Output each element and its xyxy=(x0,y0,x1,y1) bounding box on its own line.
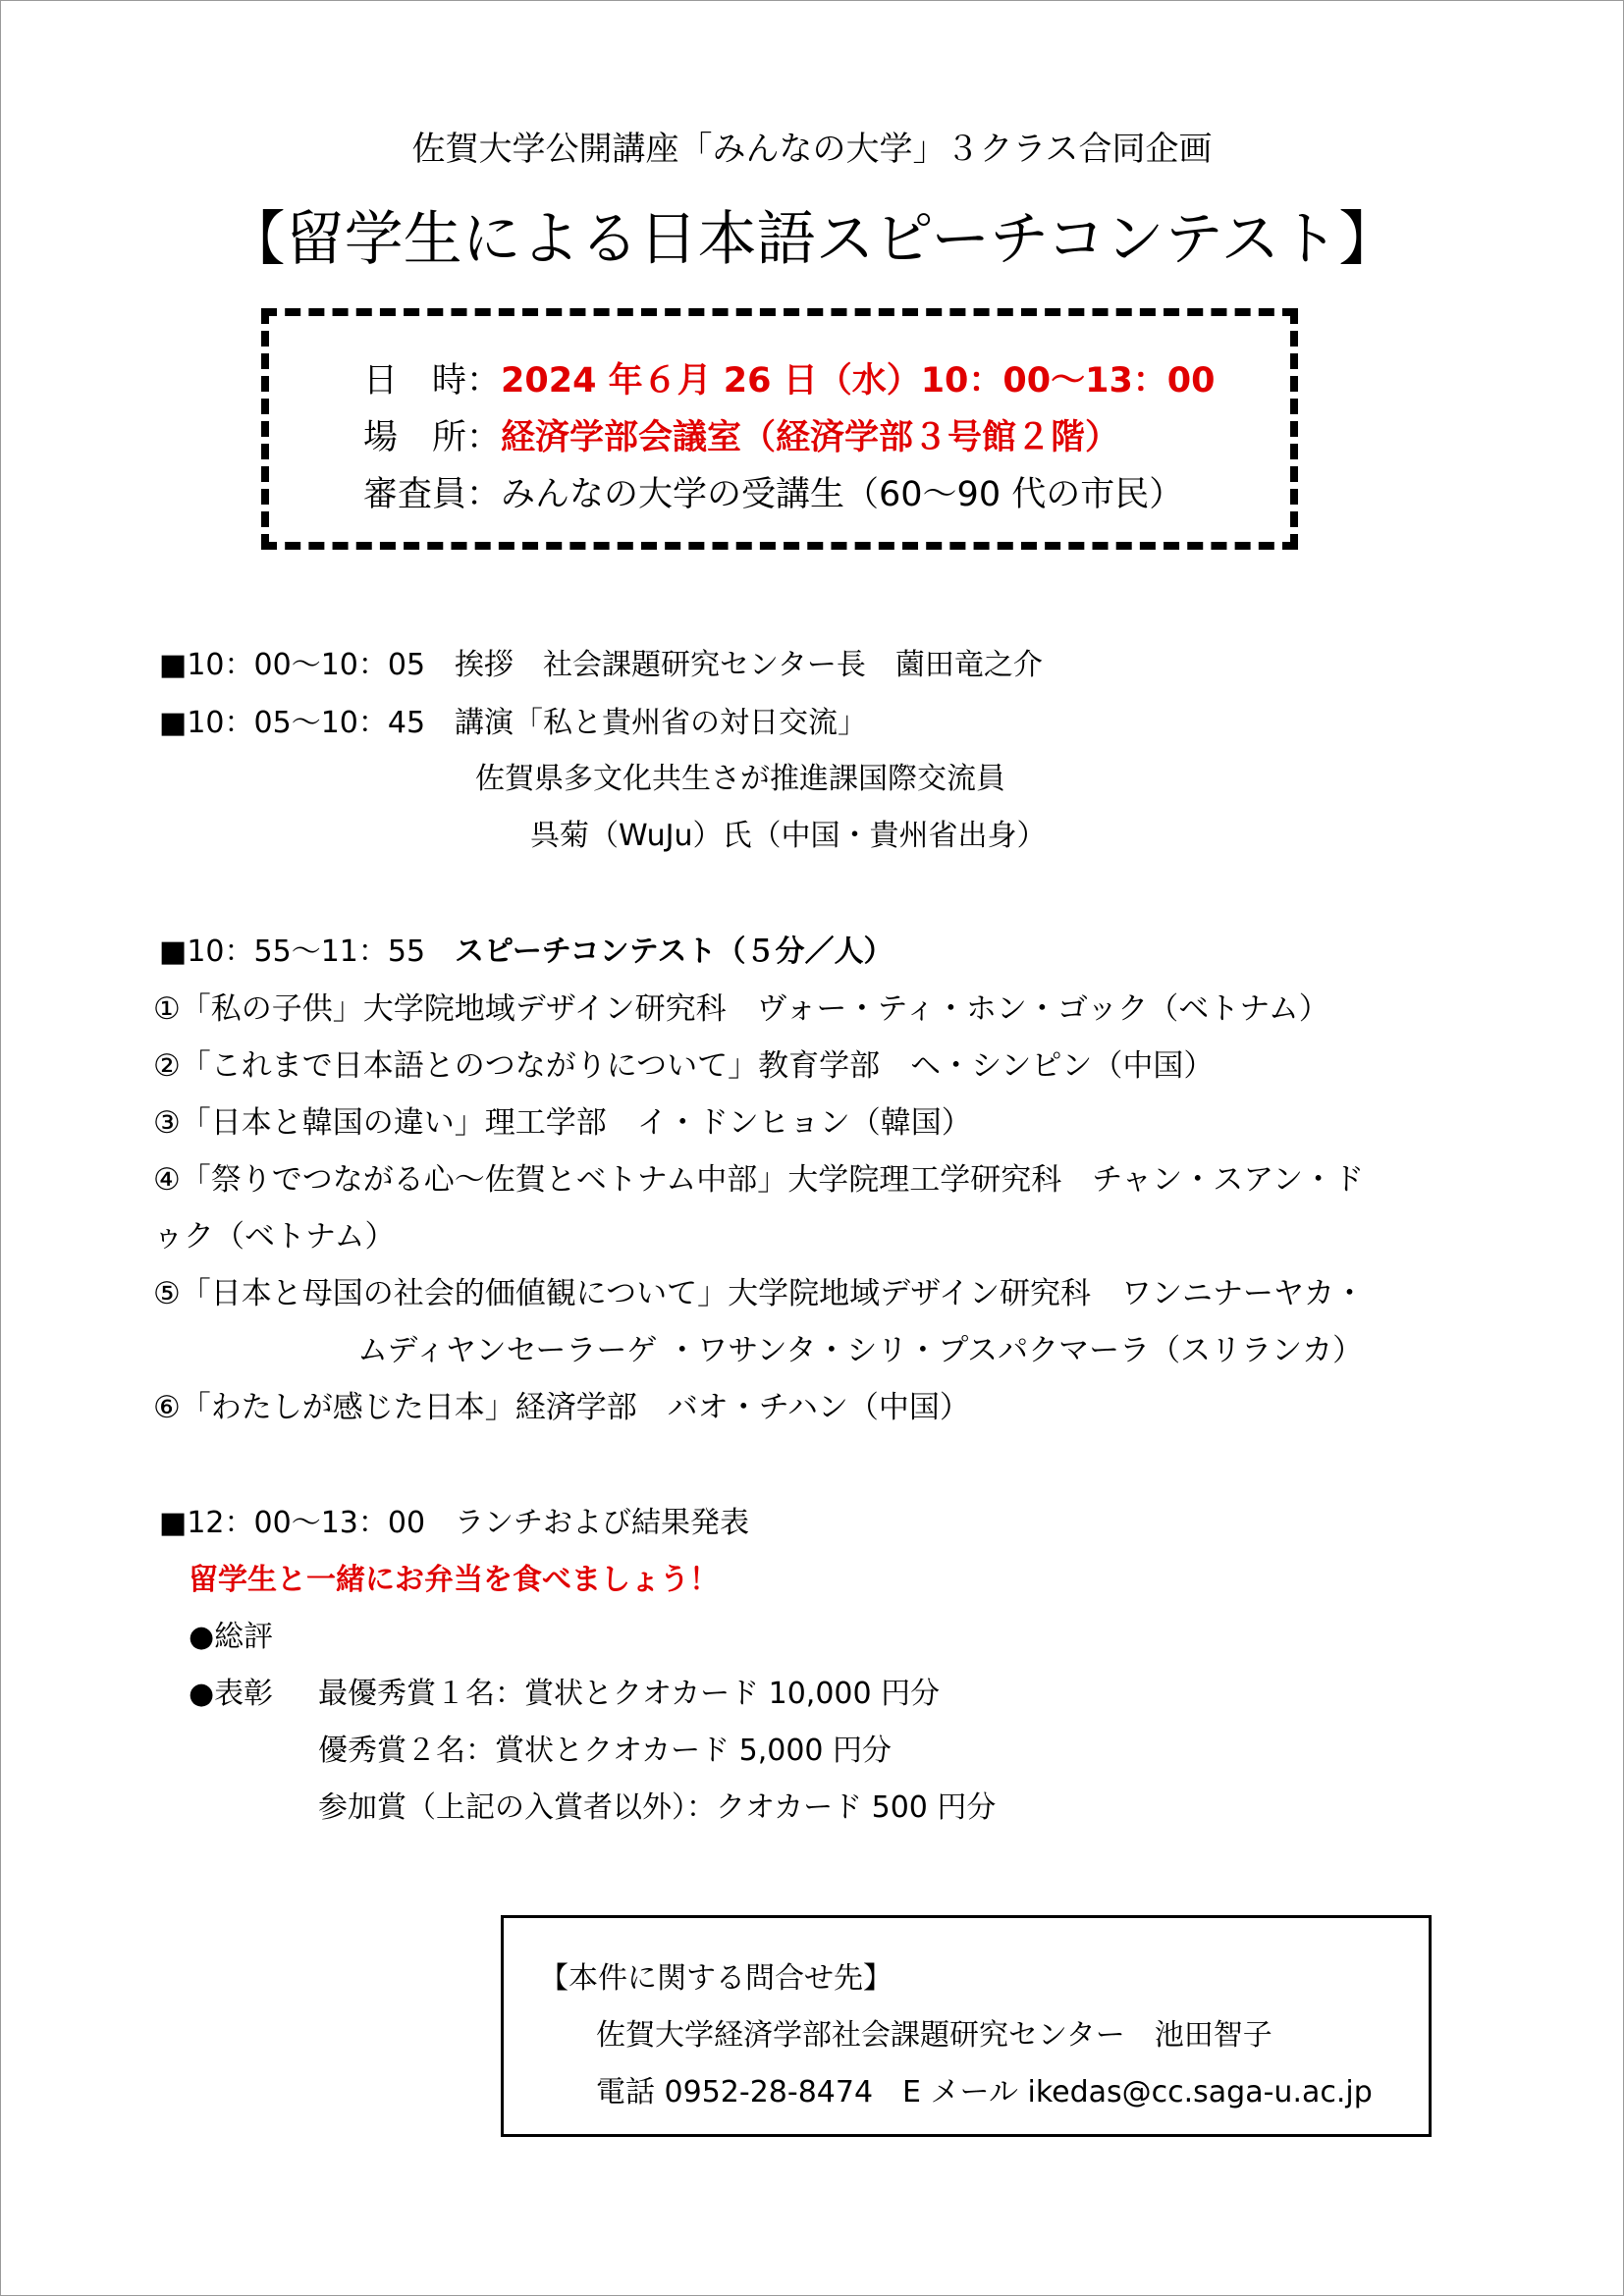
schedule-greeting: ■10：00～10：05 挨拶 社会課題研究センター長 薗田竜之介 xyxy=(159,648,1043,682)
judges-row xyxy=(363,467,1183,516)
place-label: 場 所： xyxy=(363,418,502,457)
contest-time: ■10：55～11：55 xyxy=(159,934,456,969)
contest-header xyxy=(159,927,893,970)
speech-item-4-cont: ゥク（ベトナム） xyxy=(153,1219,396,1255)
speech-item-4: ④「祭りでつながる心～佐賀とベトナム中部」大学院理工学研究科 チャン・スアン・ド xyxy=(153,1162,1365,1198)
schedule-lecture: ■10：05～10：45 講演「私と貴州省の対日交流」 xyxy=(159,706,868,740)
date-label: 日 時： xyxy=(363,361,502,400)
speech-item-5-cont: ムディヤンセーラーゲ ・ワサンタ・シリ・プスパクマーラ（スリランカ） xyxy=(357,1333,1364,1368)
award-excellence: 優秀賞２名：賞状とクオカード 5,000 円分 xyxy=(318,1734,893,1768)
date-row xyxy=(363,353,1216,402)
contact-box xyxy=(501,1915,1432,2137)
lecturer-name: 呉菊（WuJu）氏（中国・貴州省出身） xyxy=(530,819,1047,853)
event-subtitle: 佐賀大学公開講座「みんなの大学」３クラス合同企画 xyxy=(411,130,1213,169)
judges-label: 審査員： xyxy=(363,475,502,514)
judges-value: みんなの大学の受講生（60～90 代の市民） xyxy=(501,475,1184,514)
contact-org: 佐賀大学経済学部社会課題研究センター 池田智子 xyxy=(596,2018,1272,2053)
contact-phone-email: 電話 0952-28-8474 E メール ikedas@cc.saga-u.ac.jp xyxy=(596,2075,1373,2109)
speech-item-3: ③「日本と韓国の違い」理工学部 イ・ドンヒョン（韓国） xyxy=(153,1105,972,1141)
lunch-time: ■12：00～13：00 ランチおよび結果発表 xyxy=(159,1506,750,1540)
place-value: 経済学部会議室（経済学部３号館２階） xyxy=(501,418,1120,457)
award-label: ●表彰 xyxy=(189,1677,274,1711)
lunch-note: 留学生と一緒にお弁当を食べましょう！ xyxy=(189,1563,719,1597)
lecturer-org: 佐賀県多文化共生さが推進課国際交流員 xyxy=(475,762,1005,796)
place-row xyxy=(363,410,1119,459)
award-participation: 参加賞（上記の入賞者以外）：クオカード 500 円分 xyxy=(318,1790,997,1825)
speech-item-1: ①「私の子供」大学院地域デザイン研究科 ヴォー・ティ・ホン・ゴック（ベトナム） xyxy=(153,991,1329,1027)
speech-item-2: ②「これまで日本語とのつながりについて」教育学部 ヘ・シンピン（中国） xyxy=(153,1048,1215,1084)
event-title: 【留学生による日本語スピーチコンテスト】 xyxy=(226,205,1398,274)
contact-heading: 【本件に関する問合せ先】 xyxy=(539,1961,893,1996)
award-grand-prize: 最優秀賞１名：賞状とクオカード 10,000 円分 xyxy=(318,1677,941,1711)
speech-item-5: ⑤「日本と母国の社会的価値観について」大学院地域デザイン研究科 ワンニナーヤカ・ xyxy=(153,1276,1365,1311)
speech-item-6: ⑥「わたしが感じた日本」経済学部 バオ・チハン（中国） xyxy=(153,1390,970,1425)
date-value: 2024 年６月 26 日（水）10：00～13：00 xyxy=(501,361,1216,400)
contest-title: スピーチコンテスト（５分／人） xyxy=(455,934,893,969)
event-info-box xyxy=(261,308,1298,550)
review-item: ●総評 xyxy=(189,1620,274,1654)
